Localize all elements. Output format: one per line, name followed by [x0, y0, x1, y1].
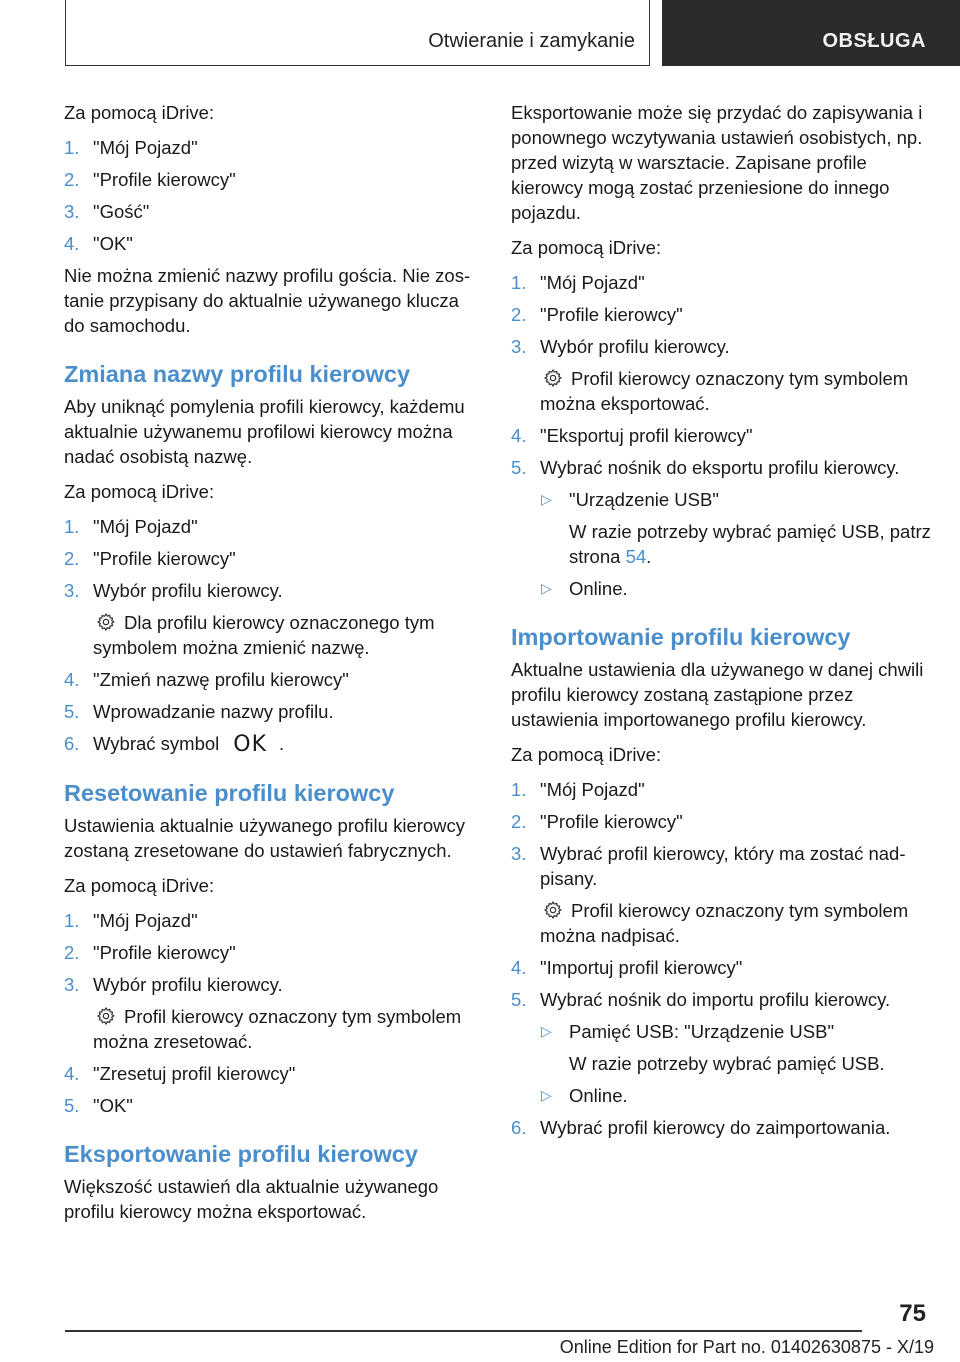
intro-text: Za pomocą iDrive: — [511, 237, 662, 258]
bullet-item: ▷ Online. — [541, 578, 628, 599]
list-item: 5. Wybrać nośnik do eksportu profilu kierowcy. — [511, 457, 900, 478]
list-item: 3. Wybór profilu kierowcy. — [511, 336, 730, 357]
bullet-item: ▷ Online. — [541, 1085, 628, 1106]
list-item: 2. "Profile kierowcy" — [64, 169, 236, 190]
header-section-box — [65, 0, 650, 66]
list-item: 2. "Profile kierowcy" — [64, 942, 236, 963]
gear-icon — [543, 900, 563, 920]
bullet-triangle-icon: ▷ — [541, 491, 552, 507]
list-item: 2. "Profile kierowcy" — [511, 304, 683, 325]
note: Profil kierowcy oznaczony tym symbolem można nadpisać. — [540, 900, 909, 946]
intro-text: Za pomocą iDrive: — [64, 875, 215, 896]
heading-reset: Resetowanie profilu kierowcy — [64, 780, 395, 806]
list-item: 4. "Zresetuj profil kierowcy" — [64, 1063, 296, 1084]
list-item: 3. "Gość" — [64, 201, 150, 222]
bullet-triangle-icon: ▷ — [541, 1023, 552, 1039]
list-item: 1. "Mój Pojazd" — [64, 137, 198, 158]
list-item: 4. "Importuj profil kierowcy" — [511, 957, 743, 978]
list-item: 1. "Mój Pojazd" — [511, 272, 645, 293]
list-item: 6. Wybrać symbol OK . — [64, 732, 285, 757]
footer-divider — [65, 1330, 862, 1332]
right-column — [511, 100, 931, 1147]
gear-icon — [96, 1006, 116, 1026]
list-item: 6. Wybrać profil kierowcy do zaimportowania. — [511, 1117, 891, 1138]
bullet-item: ▷ Pamięć USB: "Urządzenie USB" — [541, 1021, 835, 1042]
list-item: 2. "Profile kierowcy" — [511, 811, 683, 832]
list-item: 3. Wybór profilu kierowcy. — [64, 580, 283, 601]
gear-icon — [543, 368, 563, 388]
paragraph: Aby uniknąć pomylenia profili kierowcy, każdemu aktualnie używanemu profilowi kierowcy można nadać osobistą nazwę. — [64, 396, 465, 467]
bullet-subtext: W razie potrzeby wybrać pamięć USB, patrz strona 54. — [569, 521, 931, 567]
list-item: 5. "OK" — [64, 1095, 133, 1116]
list-item: 2. "Profile kierowcy" — [64, 548, 236, 569]
list-item: 3. Wybór profilu kierowcy. — [64, 974, 283, 995]
intro-text: Za pomocą iDrive: — [511, 744, 662, 765]
note: Dla profilu kierowcy oznaczonego tym symbolem można zmienić nazwę. — [93, 612, 435, 658]
page-number: 75 — [899, 1300, 926, 1327]
page-header — [0, 0, 960, 66]
heading-import: Importowanie profilu kierowcy — [511, 624, 851, 650]
heading-rename: Zmiana nazwy profilu kierowcy — [64, 361, 411, 387]
ok-symbol-icon: OK — [233, 732, 268, 757]
list-item: 1. "Mój Pojazd" — [64, 910, 198, 931]
bullet-item: ▷ "Urządzenie USB" — [541, 489, 719, 510]
list-item: 4. "Zmień nazwę profilu kierowcy" — [64, 669, 349, 690]
header-section-title: Otwieranie i zamykanie — [428, 30, 635, 52]
list-item: 5. Wprowadzanie nazwy profilu. — [64, 701, 334, 722]
left-column — [64, 100, 482, 1234]
paragraph: Eksportowanie może się przydać do zapisywania i ponownego wczytywania ustawień osobistych, np. przed wizytą w warsztacie. Zapisane profile kierowcy mogą zostać przeniesione do innego pojazdu. — [511, 102, 923, 223]
list-item: 3. Wybrać profil kierowcy, który ma zostać nadpisany. — [511, 843, 906, 889]
header-chapter-box — [662, 0, 960, 66]
paragraph: Aktualne ustawienia dla używanego w danej chwili profilu kierowcy zostaną zastąpione przez ustawienia importowanego profilu kierowcy. — [511, 659, 924, 730]
header-chapter-title: OBSŁUGA — [822, 30, 926, 52]
list-item: 1. "Mój Pojazd" — [64, 516, 198, 537]
note: Profil kierowcy oznaczony tym symbolem można eksportować. — [540, 368, 909, 414]
heading-export: Eksportowanie profilu kierowcy — [64, 1141, 418, 1167]
note: Profil kierowcy oznaczony tym symbolem można zresetować. — [93, 1006, 462, 1052]
bullet-subtext: W razie potrzeby wybrać pamięć USB. — [569, 1053, 885, 1074]
intro-text: Za pomocą iDrive: — [64, 481, 215, 502]
paragraph: Nie można zmienić nazwy profilu gościa. Nie zostanie przypisany do aktualnie używanego klucza do samochodu. — [64, 265, 471, 336]
list-item: 4. "OK" — [64, 233, 133, 254]
bullet-triangle-icon: ▷ — [541, 580, 552, 596]
paragraph: Ustawienia aktualnie używanego profilu kierowcy zostaną zresetowane do ustawień fabrycznych. — [64, 815, 466, 861]
list-item: 5. Wybrać nośnik do importu profilu kierowcy. — [511, 989, 891, 1010]
list-item: 1. "Mój Pojazd" — [511, 779, 645, 800]
footer-edition: Online Edition for Part no. 01402630875 - X/19 — [559, 1337, 934, 1357]
list-item: 4. "Eksportuj profil kierowcy" — [511, 425, 753, 446]
intro-text: Za pomocą iDrive: — [64, 102, 215, 123]
paragraph: Większość ustawień dla aktualnie używanego profilu kierowcy można eksportować. — [64, 1176, 439, 1222]
bullet-triangle-icon: ▷ — [541, 1087, 552, 1103]
page-link[interactable]: 54 — [625, 546, 647, 567]
gear-icon — [96, 612, 116, 632]
